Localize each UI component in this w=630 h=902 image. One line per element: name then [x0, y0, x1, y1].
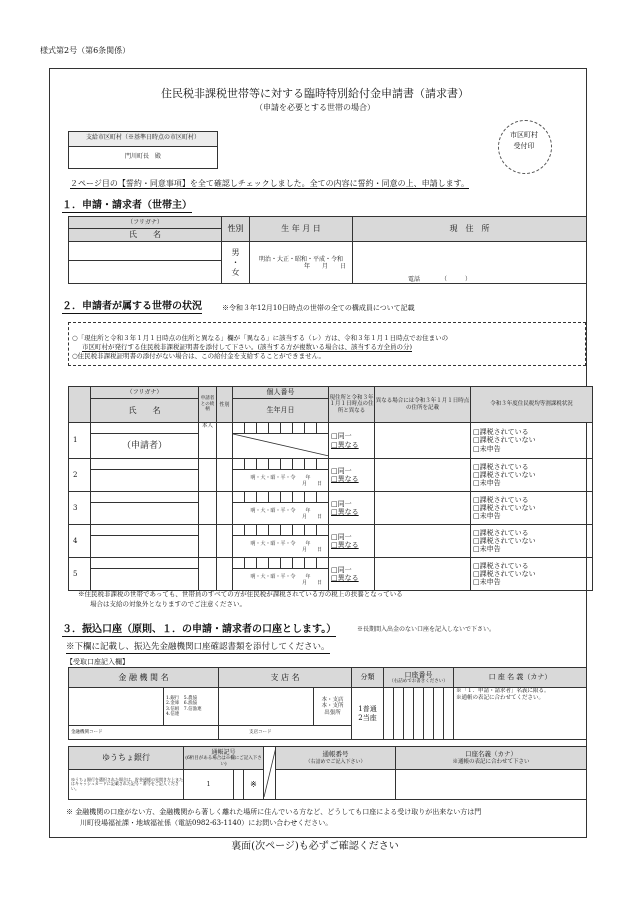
pass-no-input[interactable]: [276, 770, 396, 800]
acct-digit[interactable]: [424, 688, 434, 740]
address-header: 現 住 所: [353, 217, 587, 242]
acct-digit[interactable]: [384, 688, 394, 740]
member-id-digit[interactable]: [269, 558, 281, 569]
member-ym: 月 日: [301, 546, 322, 553]
bank-type-options[interactable]: 1.銀行 5.農協 2.金庫 6.漁協 3.信組 7.信漁連 4.信連: [164, 688, 219, 726]
member-sex-input[interactable]: [217, 525, 233, 558]
check-not-taxed[interactable]: □課税されていない: [473, 503, 536, 512]
pass-no-note: （右詰めでご記入下さい）: [305, 759, 366, 766]
section3-foot1: ※ 金融機関の口座がない方、金融機関から著しく離れた場所に住んでいる方など、どうしても口座による受け取りが出来ない方は門: [66, 808, 482, 816]
member-id-digit[interactable]: [269, 423, 281, 434]
sex-male: 男: [231, 248, 240, 258]
check-taxed[interactable]: □課税されている: [473, 462, 529, 471]
issuer-value: 門川町長 殿: [124, 153, 161, 160]
member-no: 3: [69, 492, 91, 525]
check-unfiled[interactable]: □未申告: [473, 545, 501, 554]
check-not-taxed[interactable]: □課税されていない: [473, 470, 536, 479]
h-relationship: 申請者との続柄: [199, 387, 217, 423]
member-prev-address-input[interactable]: [375, 525, 471, 558]
member-ym: 月 日: [301, 480, 322, 487]
check-same[interactable]: □同一: [331, 565, 352, 574]
member-address-check[interactable]: [329, 492, 375, 525]
check-unfiled[interactable]: □未申告: [473, 444, 501, 453]
member-id-digit[interactable]: [257, 558, 269, 569]
member-sex-input[interactable]: [217, 492, 233, 525]
check-same[interactable]: □同一: [331, 432, 352, 441]
check-diff[interactable]: □異なる: [331, 508, 359, 517]
member-era: 明・大・昭・平・令 年: [250, 573, 311, 580]
member-ym: 月 日: [301, 579, 322, 586]
member-birth-input[interactable]: [233, 503, 329, 525]
sym-label: 通帳記号: [211, 749, 236, 757]
check-not-taxed[interactable]: □課税されていない: [473, 536, 536, 545]
member-id-digit[interactable]: [269, 492, 281, 503]
member-id-digit[interactable]: [317, 492, 329, 503]
member-address-check[interactable]: [329, 525, 375, 558]
era-options: 明治・大正・昭和・平成・令和: [258, 255, 343, 263]
y-holder-header: [396, 747, 587, 770]
member-era: 明・大・昭・平・令 年: [250, 507, 311, 514]
member-id-digit[interactable]: [317, 525, 329, 536]
member-no: 4: [69, 525, 91, 558]
member-id-digit[interactable]: [233, 423, 245, 434]
check-not-taxed[interactable]: □課税されていない: [473, 436, 536, 445]
check-taxed[interactable]: □課税されている: [473, 495, 529, 504]
member-id-digit[interactable]: [305, 558, 317, 569]
bank-code-input[interactable]: 金融機関コード: [69, 726, 219, 740]
section3-title: ３．振込口座（原則、１．の申請・請求者の口座とします。）: [62, 624, 337, 635]
member-id-digit[interactable]: [245, 423, 257, 434]
member-row: [69, 492, 593, 503]
yucho-header: ゆうちょ銀行: [69, 747, 184, 770]
acct-digit[interactable]: [414, 688, 424, 740]
holder-input[interactable]: [454, 688, 587, 740]
h-furigana: （フリガナ）: [91, 387, 199, 399]
member-no: 1: [69, 423, 91, 459]
member-tax-check[interactable]: [471, 492, 593, 525]
member-prev-address-input[interactable]: [375, 459, 471, 492]
member-ym: 月 日: [301, 513, 322, 520]
diagonal-divider: [264, 747, 276, 797]
member-sex-input[interactable]: [217, 459, 233, 492]
furigana-header: （フリガナ）: [69, 217, 222, 229]
back-page-note: 裏面(次ページ)も必ずご確認ください: [231, 841, 399, 852]
member-tax-check[interactable]: [471, 423, 593, 459]
sex-separator: ・: [231, 257, 240, 267]
h-tax-status: 令和３年度住民税均等割課税状況: [471, 387, 593, 423]
y-holder-note: ※通帳の表記に合わせて下さい: [452, 758, 530, 765]
notice-line3: ○住民税非課税証明書の添付がない場合は、この給付金を支給することができません。: [72, 352, 326, 360]
sym-header: [184, 747, 264, 770]
sym-star[interactable]: ※: [244, 770, 264, 800]
kind-header: 分類: [352, 668, 384, 688]
member-id-digit[interactable]: [293, 459, 305, 470]
member-id-digit[interactable]: [257, 525, 269, 536]
y-holder-input[interactable]: [396, 770, 587, 800]
member-address-check[interactable]: [329, 423, 375, 459]
member-id-digit[interactable]: [257, 492, 269, 503]
name-header: 氏 名: [69, 228, 222, 242]
member-id-digit[interactable]: [257, 459, 269, 470]
member-id-digit[interactable]: [233, 558, 245, 569]
member-id-digit[interactable]: [269, 525, 281, 536]
check-unfiled[interactable]: □未申告: [473, 512, 501, 521]
member-id-digit[interactable]: [317, 459, 329, 470]
member-tax-check[interactable]: [471, 558, 593, 591]
member-birth-input: [233, 434, 329, 459]
member-furigana-input[interactable]: [91, 558, 199, 569]
yucho-table: [68, 746, 587, 800]
member-no: 2: [69, 459, 91, 492]
notice-line1: ○「現住所と令和３年１月１日時点の住所と異なる」欄が「異なる」に該当する（レ）方は、令和３年１月１日時点でお住まいの: [72, 334, 449, 342]
form-title: 住民税非課税世帯等に対する臨時特別給付金申請書（請求書）: [161, 87, 469, 100]
h-sex: 性別: [217, 387, 233, 423]
member-id-digit[interactable]: [233, 492, 245, 503]
member-id-digit[interactable]: [305, 423, 317, 434]
name-input[interactable]: [69, 260, 222, 283]
holder-header: 口 座 名 義（カナ）: [454, 668, 587, 688]
branch-header: 支 店 名: [219, 668, 352, 688]
member-id-digit[interactable]: [245, 492, 257, 503]
diagonal-divider: [233, 434, 329, 456]
holder-note1: ※「１．申請・請求者」名義に限る。: [456, 688, 550, 694]
member-name-input[interactable]: [91, 569, 199, 591]
member-id-digit[interactable]: [233, 459, 245, 470]
pass-no-label: 通帳番号: [322, 750, 349, 759]
member-name-input[interactable]: [91, 536, 199, 558]
member-id-digit[interactable]: [305, 525, 317, 536]
yucho-note: ゆうちょ銀行を選択された場合は、貯金通帳の見開き左上またはキャッシュカードに記載された記号・番号をご記入ください。: [69, 770, 184, 800]
member-tax-check[interactable]: [471, 525, 593, 558]
check-taxed[interactable]: □課税されている: [473, 428, 529, 436]
member-id-digit[interactable]: [245, 558, 257, 569]
member-era: 明・大・昭・平・令 年: [250, 474, 311, 481]
member-name-input[interactable]: （申請者）: [91, 434, 199, 459]
acct-digit[interactable]: [404, 688, 414, 740]
section3-title-note: ※長期間入出金のない口座を記入しないで下さい。: [357, 626, 496, 633]
sex-header: 性別: [222, 217, 250, 242]
ymd-label: 年 月 日: [303, 262, 346, 270]
member-id-digit[interactable]: [281, 423, 293, 434]
member-relationship[interactable]: 本人: [199, 423, 217, 459]
member-id-digit[interactable]: [269, 459, 281, 470]
sym-note: (6桁目がある場合は※欄にご記入下さい): [185, 756, 262, 767]
holder-note2: ※通帳の表記に合わせてください。: [456, 694, 545, 701]
member-furigana-input[interactable]: [91, 492, 199, 503]
member-era: 明・大・昭・平・令 年: [250, 540, 311, 547]
member-relationship[interactable]: [199, 558, 217, 591]
acct-digit[interactable]: [394, 688, 404, 740]
member-no: 5: [69, 558, 91, 591]
check-same[interactable]: □同一: [331, 532, 352, 541]
member-name-input[interactable]: [91, 470, 199, 492]
member-id-digit[interactable]: [281, 459, 293, 470]
bank-name-input[interactable]: [69, 688, 164, 726]
member-address-check[interactable]: [329, 459, 375, 492]
member-id-digit[interactable]: [293, 423, 305, 434]
member-id-digit[interactable]: [257, 423, 269, 434]
check-diff[interactable]: □異なる: [331, 574, 359, 583]
member-address-check[interactable]: [329, 558, 375, 591]
section3-foot2: 川町役場福祉課・地域福祉係（電話0982-63-1140）にお問い合わせください。: [80, 819, 333, 827]
member-row: [69, 459, 593, 470]
pass-no-header: [276, 747, 396, 770]
furigana-input[interactable]: [69, 242, 222, 260]
address-input[interactable]: [353, 242, 587, 284]
member-id-digit[interactable]: [281, 525, 293, 536]
member-prev-address-input[interactable]: [375, 558, 471, 591]
receive-account-label: 【受取口座記入欄】: [66, 658, 129, 666]
section2-note: ※令和３年12月10日時点の世帯の全ての構成員について記載: [222, 304, 415, 312]
h-birth: 生年月日: [233, 399, 329, 423]
member-sex-input[interactable]: [217, 423, 233, 459]
member-birth-input[interactable]: [233, 470, 329, 492]
check-not-taxed[interactable]: □課税されていない: [473, 569, 536, 578]
member-row: [69, 558, 593, 569]
check-diff[interactable]: □異なる: [331, 475, 359, 484]
form-number: 様式第2号（第6条関係）: [40, 46, 131, 55]
sym-first-digit[interactable]: 1: [184, 770, 234, 800]
acct-digit[interactable]: [444, 688, 454, 740]
confirm-statement: ２ページ目の【誓約・同意事項】を全て確認しチェックしました。全ての内容に誓約・同意の上、申請します。: [70, 179, 469, 188]
check-taxed[interactable]: □課税されている: [473, 528, 529, 537]
member-relationship[interactable]: [199, 459, 217, 492]
branch-name-input[interactable]: [219, 688, 314, 726]
member-row: [69, 423, 593, 434]
check-same[interactable]: □同一: [331, 466, 352, 475]
check-diff[interactable]: □異なる: [331, 541, 359, 550]
acct-digit[interactable]: [434, 688, 444, 740]
member-furigana-input[interactable]: [91, 525, 199, 536]
member-name-input[interactable]: [91, 503, 199, 525]
tel-label: 電話 （ ）: [408, 275, 472, 283]
sex-options[interactable]: [222, 242, 250, 284]
household-foot1: ※住民税非課税の世帯であっても、世帯員のすべての方が住民税が課税されている方の税上の扶養となっている: [78, 590, 403, 598]
stamp-line1: 市区町村: [510, 131, 538, 139]
member-tax-check[interactable]: [471, 459, 593, 492]
branch-code-input[interactable]: 支店コード: [219, 726, 352, 740]
household-foot2: 場合は支給の対象外となりますのでご注意ください。: [90, 600, 246, 608]
member-id-digit[interactable]: [305, 459, 317, 470]
birth-input[interactable]: [250, 242, 353, 284]
member-birth-input[interactable]: [233, 536, 329, 558]
h-personal-id: 個人番号: [233, 387, 329, 399]
acct-no-label: 口座番号: [404, 670, 433, 679]
form-subtitle: （申請を必要とする世帯の場合）: [255, 103, 375, 112]
stamp-line2: 受付印: [513, 142, 535, 150]
birth-header: 生 年 月 日: [250, 217, 353, 242]
member-furigana-input[interactable]: [91, 459, 199, 470]
member-id-digit[interactable]: [293, 525, 305, 536]
attach-instruction: ※下欄に記載し、振込先金融機関口座確認書類を添付してください。: [66, 642, 330, 652]
h-prev-address: 異なる場合には令和３年１月１日時点の住所を記載: [375, 387, 471, 423]
household-table: [68, 386, 593, 591]
no-header: [69, 387, 91, 423]
member-id-digit[interactable]: [245, 459, 257, 470]
member-relationship[interactable]: [199, 492, 217, 525]
check-same[interactable]: □同一: [331, 499, 352, 508]
section2-title: ２．申請者が属する世帯の状況: [62, 301, 202, 312]
sex-female: 女: [231, 267, 240, 277]
member-id-digit[interactable]: [245, 525, 257, 536]
member-birth-input[interactable]: [233, 569, 329, 591]
kind-options[interactable]: 1普通 2当座: [352, 688, 384, 740]
member-id-digit[interactable]: [281, 492, 293, 503]
member-id-digit[interactable]: [293, 558, 305, 569]
acct-no-note: （右詰めでお書きください）: [389, 679, 448, 684]
member-id-digit[interactable]: [305, 492, 317, 503]
check-unfiled[interactable]: □未申告: [473, 578, 501, 587]
member-prev-address-input[interactable]: [375, 423, 471, 459]
member-relationship[interactable]: [199, 525, 217, 558]
branch-type-options[interactable]: 本・支店 本・支所 出張所: [314, 688, 352, 726]
check-taxed[interactable]: □課税されている: [473, 561, 529, 570]
issuer-label: 支給市区町村（※基準日時点の市区町村）: [85, 134, 200, 141]
sym-digit[interactable]: [234, 770, 244, 800]
section1-title: １．申請・請求者（世帯主）: [62, 200, 192, 211]
check-unfiled[interactable]: □未申告: [473, 479, 501, 488]
y-holder-label: 口座名義（カナ）: [465, 750, 518, 758]
applicant-table: [68, 216, 587, 284]
notice-line2: 市区町村が発行する住民税非課税証明書を添付して下さい。(該当する方が複数いる場合は、該当する方全員の分): [82, 343, 413, 351]
member-id-digit[interactable]: [317, 558, 329, 569]
bank-header: 金 融 機 関 名: [69, 668, 219, 688]
h-address-same: 現住所と令和３年１月１日時点の住所と異なる: [329, 387, 375, 423]
member-row: [69, 525, 593, 536]
member-prev-address-input[interactable]: [375, 492, 471, 525]
member-id-digit[interactable]: [281, 558, 293, 569]
yucho-slash: [264, 747, 276, 800]
h-name: 氏 名: [91, 399, 199, 423]
bank-table: [68, 667, 587, 740]
acct-no-header: [384, 668, 454, 688]
member-sex-input[interactable]: [217, 558, 233, 591]
member-furigana-input[interactable]: [91, 423, 199, 434]
member-id-digit[interactable]: [317, 423, 329, 434]
member-id-digit[interactable]: [293, 492, 305, 503]
member-id-digit[interactable]: [233, 525, 245, 536]
check-diff[interactable]: □異なる: [331, 440, 359, 449]
